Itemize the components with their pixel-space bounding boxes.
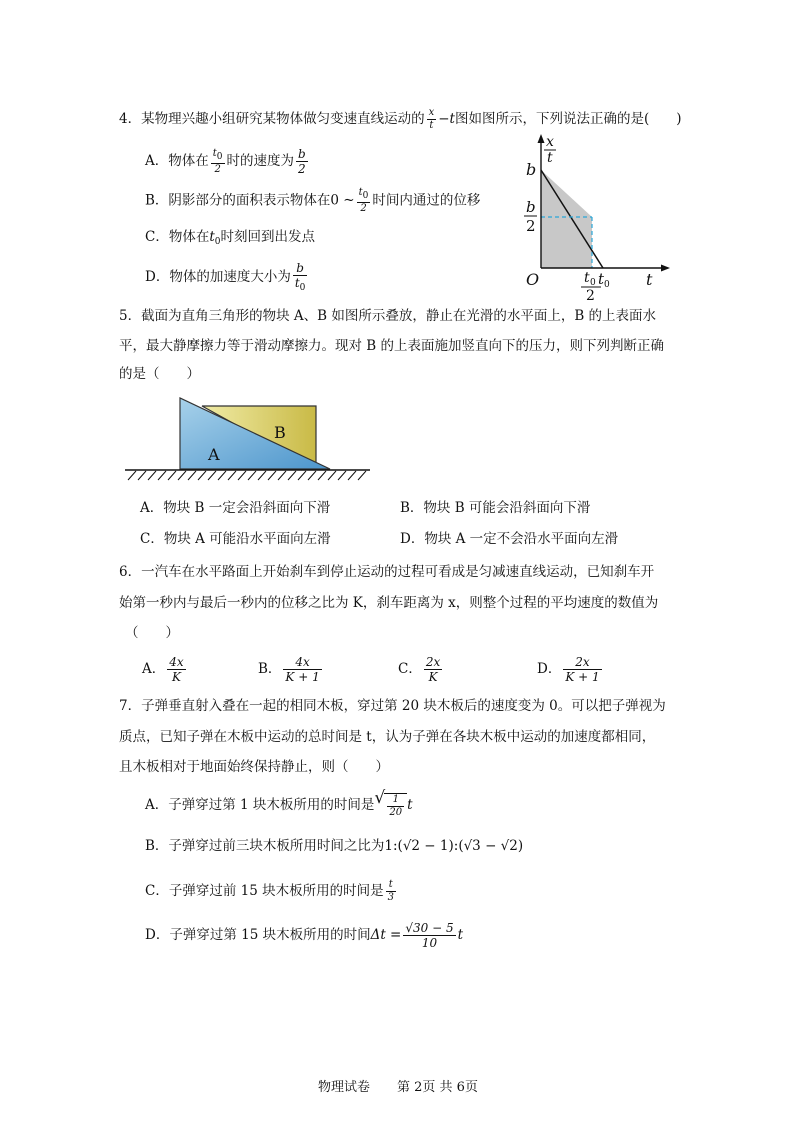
q5-option-a: A．物块 B 一定会沿斜面向下滑 xyxy=(140,500,331,516)
half-t0-sub: 0 xyxy=(590,278,596,288)
half-t0-d: 2 xyxy=(586,288,595,300)
q6-option-b: B． $\frac{4x}{K + 1}$ xyxy=(258,655,320,684)
q5-line3: 的是（ ） xyxy=(119,366,200,382)
q7-option-c: C．子弹穿过前 15 块木板所用的时间是 $\frac{t}{3}$ xyxy=(145,879,394,903)
q6-line2: 始第一秒内与最后一秒内的位移之比为 K，刹车距离为 x，则整个过程的平均速度的数值为 xyxy=(119,595,659,611)
x-arrow-icon xyxy=(661,265,670,272)
b-tick: b xyxy=(526,160,537,179)
t0-sub: 0 xyxy=(604,280,610,290)
q5-line2: 平，最大静摩擦力等于滑动摩擦力。现对 B 的上表面施加竖直向下的压力，则下列判断正确 xyxy=(119,338,665,354)
q7-option-a: A．子弹穿过第 1 块木板所用的时间是 √ $\frac{1}{20}$ t xyxy=(145,788,413,818)
q6-option-a: A． $\frac{4x}{K}$ xyxy=(142,655,184,684)
q6-line3: （ ） xyxy=(125,625,179,641)
q5-option-b: B．物块 B 可能会沿斜面向下滑 xyxy=(400,500,591,516)
q4-option-d: D．物体的加速度大小为 $\frac{b}{t_0}$ xyxy=(145,261,306,293)
q4-option-a: A．物体在 $\frac{t0}{2}$ 时的速度为 $\frac{b}{2}$ xyxy=(145,147,306,176)
q4-stem: 4．某物理兴趣小组研究某物体做匀变速直线运动的 $\frac{x}{t}$ −t图如图所示，下列说法正确的是( ) xyxy=(119,107,682,131)
half-b-d: 2 xyxy=(526,217,536,235)
q4-x-over-t: $\frac{x}{t}$ xyxy=(428,107,435,131)
footer-page-number: 第 2页 共 6页 xyxy=(397,1080,478,1095)
q5-line1: 5．截面为直角三角形的物块 A、B 如图所示叠放，静止在光滑的水平面上，B 的上表面水 xyxy=(119,308,657,324)
t0-var: t xyxy=(598,270,605,288)
q6-option-c: C． $\frac{2x}{K}$ xyxy=(398,655,441,684)
label-a: A xyxy=(208,445,220,464)
y-label-d: t xyxy=(547,150,553,166)
footer-subject: 物理试卷 xyxy=(318,1080,371,1095)
q4-xt-graph xyxy=(518,130,688,300)
q4-option-c: C．物体在$t_0$时刻回到出发点 xyxy=(145,229,316,247)
half-b-n: b xyxy=(526,198,536,216)
q7-line1: 7．子弹垂直射入叠在一起的相同木板，穿过第 20 块木板后的速度变为 0。可以把子弹视为 xyxy=(119,698,666,714)
origin: O xyxy=(526,270,540,289)
label-b: B xyxy=(274,423,286,442)
q4-option-b: B．阴影部分的面积表示物体在0 ~ $\frac{t0}{2}$ 时间内通过的位移 xyxy=(145,187,481,214)
q5-option-c: C．物块 A 可能沿水平面向左滑 xyxy=(140,531,331,547)
q5-option-d: D．物块 A 一定不会沿水平面向左滑 xyxy=(400,531,619,547)
y-label-n: x xyxy=(546,134,554,150)
half-t0-var: t xyxy=(584,270,590,286)
y-arrow-icon xyxy=(538,134,545,143)
q5-block-diagram xyxy=(120,395,380,485)
q7-line2: 质点，已知子弹在木板中运动的总时间是 t，认为子弹在各块木板中运动的加速度都相同， xyxy=(119,729,656,745)
t-axis-label: t xyxy=(646,270,653,289)
q7-line3: 且木板相对于地面始终保持静止，则（ ） xyxy=(119,759,389,775)
q7-option-b: B．子弹穿过前三块木板所用时间之比为1:(√2 − 1):(√3 − √2) xyxy=(145,838,524,854)
ground-hatch xyxy=(128,471,366,480)
q6-line1: 6．一汽车在水平路面上开始刹车到停止运动的过程可看成是匀减速直线运动，已知刹车开 xyxy=(119,564,655,580)
q6-option-d: D． $\frac{2x}{K + 1}$ xyxy=(537,655,600,684)
shaded-area xyxy=(541,170,592,268)
q7-option-d: D．子弹穿过第 15 块木板所用的时间Δt = $\frac{√30 - 5}{10}$ t xyxy=(145,921,464,950)
